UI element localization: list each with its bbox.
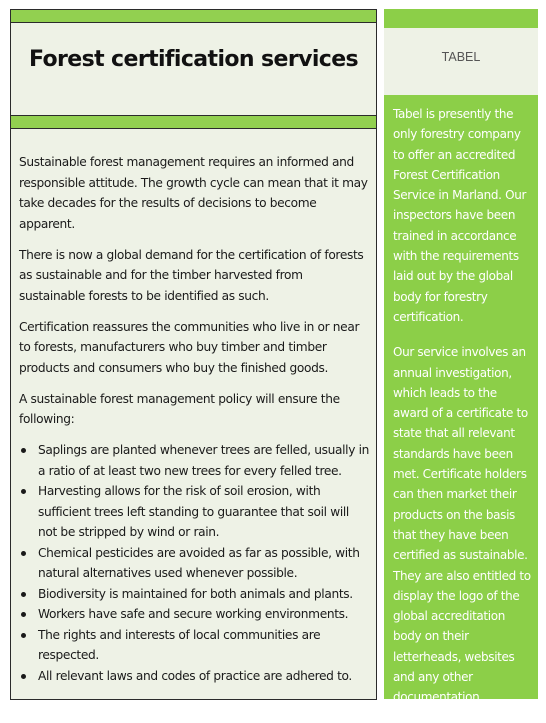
sidebar-header [384,28,538,95]
top-accent-bar [11,10,376,23]
bullet-item: Chemical pesticides are avoided as far as possible, with natural alternatives used whenever possible. [19,543,371,584]
sidebar-paragraph: Our service involves an annual investigation, which leads to the award of a certificate to state that all relevant standards have been met. Certificate holders can then market their products on the basis that they have been certified as sustainable. They are also entitled to display the logo of the global accreditation body on their letterheads, websites and any other documentation. [393,345,531,705]
bullet-item: All relevant laws and codes of practice are adhered to. [19,666,371,687]
body-paragraph: A sustainable forest management policy will ensure the following: [19,391,340,426]
body-paragraph: There is now a global demand for the certification of forests as sustainable and for the timber harvested from sustainable forests to be identified as such. [19,247,364,303]
article-body [19,152,371,686]
page-title: Forest certification services [28,47,359,72]
sidebar-paragraph: Tabel is presently the only forestry company to offer an accredited Forest Certification Service in Marland. Our inspectors have been trained in accordance with the requirements laid out by the global body for forestry certification. [393,107,527,324]
bullet-item: Harvesting allows for the risk of soil erosion, with sufficient trees left standing to guarantee that soil will not be stripped by wind or rain. [19,481,371,543]
divider-accent-bar [11,115,376,129]
body-paragraph: Sustainable forest management requires an informed and responsible attitude. The growth cycle can mean that it may take decades for the results of decisions to become apparent. [19,155,368,231]
bullet-item: The rights and interests of local communities are respected. [19,625,371,666]
sidebar-panel [384,9,538,705]
bullet-item: Workers have safe and secure working environments. [19,604,371,625]
sidebar-body [393,104,533,723]
sidebar-heading: TABEL [441,50,481,64]
main-panel [10,9,377,700]
bullet-item: Biodiversity is maintained for both animals and plants. [19,584,371,605]
body-paragraph: Certification reassures the communities who live in or near to forests, manufacturers who buy timber and timber products and consumers who buy the finished goods. [19,319,360,375]
policy-bullet-list [19,440,371,686]
bullet-item: Saplings are planted whenever trees are felled, usually in a ratio of at least two new trees for every felled tree. [19,440,371,481]
